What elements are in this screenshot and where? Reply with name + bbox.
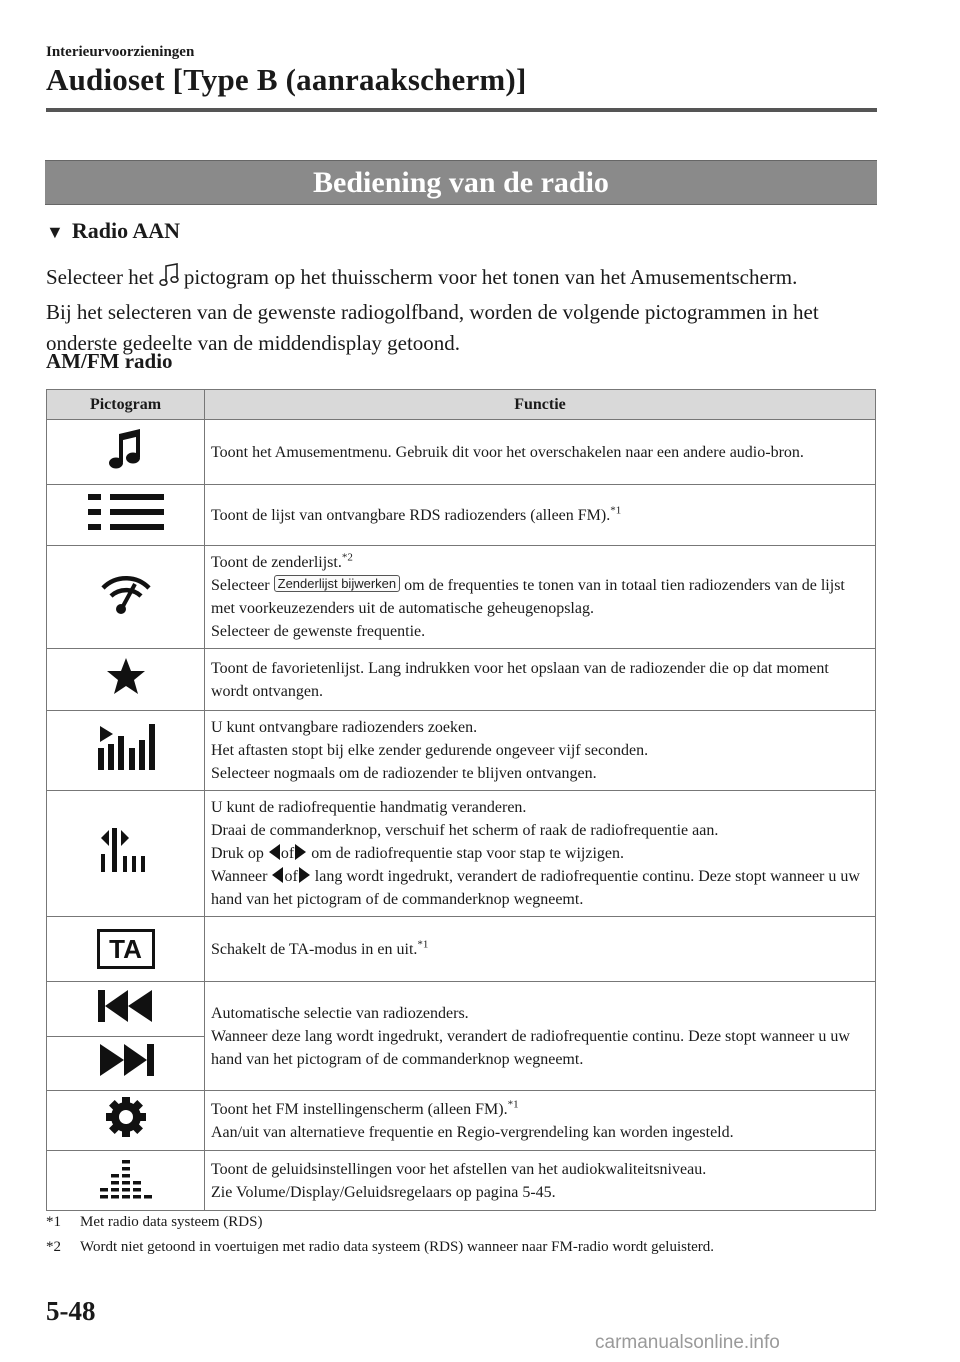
table-row <box>47 485 876 546</box>
previous-icon <box>96 987 156 1025</box>
gear-icon <box>105 1096 147 1138</box>
row-text-select: Selecteer <box>211 577 270 594</box>
triangle-right-icon <box>295 844 306 860</box>
table-row <box>47 420 876 485</box>
icon-cell <box>47 1151 205 1211</box>
table-header-row <box>47 390 876 420</box>
row-text-line2: Wanneer deze lang wordt ingedrukt, verandert de radiofrequentie continu. Deze stopt wanneer u uw hand van het pictogram of de commanderknop wegneemt. <box>211 1027 850 1068</box>
icon-cell <box>47 1037 205 1091</box>
function-text <box>205 711 876 791</box>
intro-text-start: Selecteer het <box>46 265 154 289</box>
row-text-step: om de radiofrequentie stap voor stap te wijzigen. <box>311 845 625 862</box>
footnote-item <box>46 1235 714 1260</box>
row-text-line1: Toont het FM instellingenscherm (alleen FM). <box>211 1100 508 1118</box>
triangle-down-icon: ▼ <box>46 222 64 242</box>
icon-cell <box>47 649 205 711</box>
music-note-icon <box>106 426 146 472</box>
equalizer-dash <box>100 1195 108 1199</box>
subsection-title: Radio AAN <box>71 218 181 243</box>
row-text: Schakelt de TA-modus in en uit. <box>211 940 418 958</box>
title-divider <box>46 108 877 112</box>
row-text-line1: Automatische selectie van radiozenders. <box>211 1004 469 1022</box>
table-row <box>47 1091 876 1151</box>
header-pictogram: Pictogram <box>47 390 205 420</box>
function-text: Toont de favorietenlijst. Lang indrukken voor het opslaan van de radiozender die op dat moment wordt ontvangen. <box>205 649 876 711</box>
row-text-line2: Het aftasten stopt bij elke zender gedurende ongeveer vijf seconden. <box>211 742 649 759</box>
equalizer-dash <box>111 1195 119 1199</box>
triangle-right-icon <box>299 867 310 883</box>
icon-cell <box>47 420 205 485</box>
row-text-line2: Aan/uit van alternatieve frequentie en Regio-vergrendeling kan worden ingesteld. <box>211 1123 734 1141</box>
triangle-left-icon <box>269 844 280 860</box>
function-text <box>205 485 876 546</box>
row-text-of: of <box>284 868 298 885</box>
footnote-mark: *1 <box>46 1214 61 1230</box>
function-text: Toont het Amusementmenu. Gebruik dit voor het overschakelen naar een andere audio-bron. <box>205 420 876 485</box>
equalizer-dash <box>111 1181 119 1185</box>
equalizer-dash <box>122 1195 130 1199</box>
page-number: 5-48 <box>46 1296 96 1326</box>
equalizer-icon <box>98 1153 154 1201</box>
footnote-text: Met radio data systeem (RDS) <box>80 1214 263 1230</box>
intro-paragraph <box>46 262 886 359</box>
footnote-ref: *1 <box>417 938 429 951</box>
row-text-line1: Toont de zenderlijst. <box>211 554 342 571</box>
intro-text-end: pictogram op het thuisscherm voor het tonen van het Amusementscherm. <box>183 265 798 289</box>
function-text <box>205 917 876 982</box>
icon-cell <box>47 485 205 546</box>
function-text <box>205 1091 876 1151</box>
icon-function-table <box>46 389 876 1211</box>
equalizer-dash <box>111 1188 119 1192</box>
equalizer-dash <box>122 1167 130 1171</box>
row-text-line1: U kunt de radiofrequentie handmatig veranderen. <box>211 799 527 816</box>
footnotes <box>46 1210 714 1260</box>
equalizer-dash <box>111 1174 119 1178</box>
table-row <box>47 982 876 1037</box>
table-row <box>47 917 876 982</box>
footnote-text: Wordt niet getoond in voertuigen met radio data systeem (RDS) wanneer naar FM-radio wordt geluisterd. <box>80 1239 715 1255</box>
equalizer-dash <box>122 1160 130 1164</box>
scan-icon <box>96 722 156 772</box>
table-row <box>47 791 876 917</box>
watermark: carmanualsonline.info <box>595 1332 780 1353</box>
icon-cell <box>47 711 205 791</box>
table-row <box>47 711 876 791</box>
equalizer-dash <box>133 1181 141 1185</box>
row-text-hold: lang wordt ingedrukt, verandert de radiofrequentie continu. Deze stopt wanneer u uw hand van het pictogram of de commanderknop wegneemt. <box>211 868 860 908</box>
footnote-ref: *1 <box>507 1098 519 1111</box>
row-text-line3: Selecteer nogmaals om de radiozender te blijven ontvangen. <box>211 765 597 782</box>
row-text-press: Druk op <box>211 845 264 862</box>
section-banner: Bediening van de radio <box>45 160 877 205</box>
equalizer-dash <box>122 1174 130 1178</box>
page-title: Audioset [Type B (aanraakscherm)] <box>46 62 527 97</box>
function-text <box>205 791 876 917</box>
row-text-line3: Selecteer de gewenste frequentie. <box>211 623 426 640</box>
equalizer-dash <box>122 1188 130 1192</box>
music-note-inline-icon <box>158 262 180 297</box>
function-text <box>205 1151 876 1211</box>
footnote-ref: *1 <box>610 504 622 517</box>
intro-text-line2: Bij het selecteren van de gewenste radiogolfband, worden de volgende pictogrammen in het onderste gedeelte van de middendisplay getoond. <box>46 300 819 355</box>
row-text-line2: Draai de commanderknop, verschuif het scherm of raak de radiofrequentie aan. <box>211 822 719 839</box>
row-text-of: of <box>280 845 295 862</box>
footnote-mark: *2 <box>46 1239 61 1255</box>
icon-cell <box>47 917 205 982</box>
equalizer-dash <box>100 1188 108 1192</box>
ta-icon: TA <box>97 929 155 969</box>
function-text <box>205 546 876 649</box>
equalizer-dash <box>133 1195 141 1199</box>
icon-cell <box>47 546 205 649</box>
icon-cell <box>47 1091 205 1151</box>
row-text-when: Wanneer <box>211 868 268 885</box>
section-label: Interieurvoorzieningen <box>46 44 195 60</box>
am-fm-subtitle: AM/FM radio <box>46 349 173 373</box>
icon-cell <box>47 982 205 1037</box>
row-text: Toont de lijst van ontvangbare RDS radiozenders (alleen FM). <box>211 506 611 524</box>
table-row <box>47 546 876 649</box>
header-functie: Functie <box>205 390 876 420</box>
row-text-post-button: om de frequenties te tonen van in totaal tien radiozenders van de lijst met voorkeuzezenders uit de automatische geheugenopslag. <box>211 577 845 617</box>
zenderlijst-bijwerken-button[interactable]: Zenderlijst bijwerken <box>274 575 401 592</box>
equalizer-dash <box>122 1181 130 1185</box>
table-row <box>47 1151 876 1211</box>
row-text-line1: U kunt ontvangbare radiozenders zoeken. <box>211 719 478 736</box>
subsection-heading <box>46 218 180 244</box>
equalizer-dash <box>133 1188 141 1192</box>
table-row <box>47 649 876 711</box>
star-icon <box>106 657 146 695</box>
radio-signal-icon <box>100 572 152 616</box>
row-text-line1: Toont de geluidsinstellingen voor het afstellen van het audiokwaliteitsniveau. <box>211 1160 707 1178</box>
footnote-item <box>46 1210 714 1235</box>
equalizer-dash <box>144 1195 152 1199</box>
row-text-line2: Zie Volume/Display/Geluidsregelaars op pagina 5-45. <box>211 1183 556 1201</box>
footnote-ref: *2 <box>341 551 353 564</box>
next-icon <box>96 1041 156 1079</box>
tune-icon <box>99 826 153 874</box>
icon-cell <box>47 791 205 917</box>
list-icon <box>86 490 166 534</box>
triangle-left-icon <box>272 867 283 883</box>
function-text <box>205 982 876 1091</box>
